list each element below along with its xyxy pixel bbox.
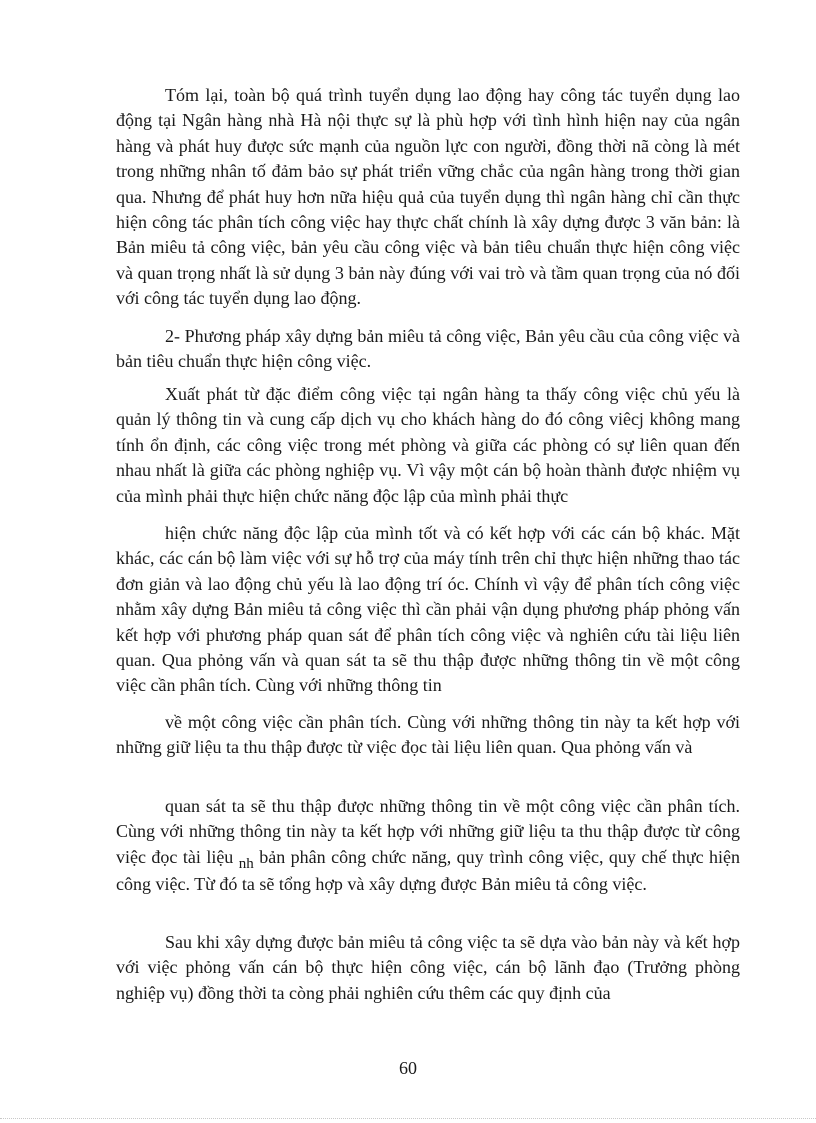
page-bottom-divider: [0, 1118, 816, 1119]
paragraph-fragment-repeat: về một công việc cần phân tích. Cùng với những thông tin này ta kết hợp với những giữ liệu ta thu thập được từ việc đọc tài liệu liên quan. Qua phỏng vấn và: [116, 712, 740, 758]
subscript-fragment: nh: [238, 855, 254, 872]
paragraph-data-collection-text: quan sát ta sẽ thu thập được những thông tin về một công việc cần phân tích. Cùng với những thông tin này ta kết hợp với những giữ liệu ta thu thập được từ công việc đọc tài liệu: [116, 796, 740, 867]
paragraph-job-characteristics: Xuất phát từ đặc điểm công việc tại ngân hàng ta thấy công việc chủ yếu là quản lý thông tin và cung cấp dịch vụ cho khách hàng do đó công viêcj không mang tính ổn định, các công việc trong mét phòng và giữa các phòng có sự liên quan đến nhau nhất là giữa các phòng nghiệp vụ. Vì vậy một cán bộ hoàn thành được nhiệm vụ của mình phải thực hiện chức năng độc lập của mình phải thực: [116, 384, 740, 506]
section-heading-2: 2- Phương pháp xây dựng bản miêu tả công việc, Bản yêu cầu của công việc và bản tiêu chuẩn thực hiện công việc.: [116, 326, 740, 372]
paragraph-summary: Tóm lại, toàn bộ quá trình tuyển dụng lao động hay công tác tuyển dụng lao động tại Ngân hàng nhà Hà nội thực sự là phù hợp với tình hình hiện nay của ngân hàng và phát huy được sức mạnh của nguồn lực con người, đồng thời nã còng là mét trong những nhân tố đảm bảo sự phát triển vững chắc của ngân hàng trong thời gian qua. Nhưng để phát huy hơn nữa hiệu quả của tuyển dụng thì ngân hàng chỉ cần thực hiện công tác phân tích công việc hay thực chất chính là xây dựng được 3 văn bản: là Bản miêu tả công việc, bản yêu cầu công việc và bản tiêu chuẩn thực hiện công việc và quan trọng nhất là sử dụng 3 bản này đúng với vai trò và tầm quan trọng của nó đối với công tác tuyển dụng lao động.: [116, 85, 740, 309]
page-number: 60: [399, 1058, 417, 1078]
paragraph-next-steps: Sau khi xây dựng được bản miêu tả công việc ta sẽ dựa vào bản này và kết hợp với việc phỏng vấn cán bộ thực hiện công việc, cán bộ lãnh đạo (Trưởng phòng nghiệp vụ) đồng thời ta còng phải nghiên cứu thêm các quy định của: [116, 932, 740, 1003]
paragraph-data-collection-text-end: bản phân công chức năng, quy trình công việc, quy chế thực hiện công việc. Từ đó ta sẽ tổng hợp và xây dựng được Bản miêu tả công việc.: [116, 846, 741, 895]
paragraph-data-collection: [116, 794, 740, 898]
paragraph-analysis-method: hiện chức năng độc lập của mình tốt và có kết hợp với các cán bộ khác. Mặt khác, các cán bộ làm việc với sự hỗ trợ của máy tính trên chỉ thực hiện những thao tác đơn giản và lao động chủ yếu là lao động trí óc. Chính vì vậy để phân tích công việc nhằm xây dựng Bản miêu tả công việc thì cần phải vận dụng phương pháp phỏng vấn kết hợp với phương pháp quan sát để phân tích công việc và nghiên cứu tài liệu liên quan. Qua phỏng vấn và quan sát ta sẽ thu thập được những thông tin về một công việc cần phân tích. Cùng với những thông tin: [116, 523, 740, 696]
